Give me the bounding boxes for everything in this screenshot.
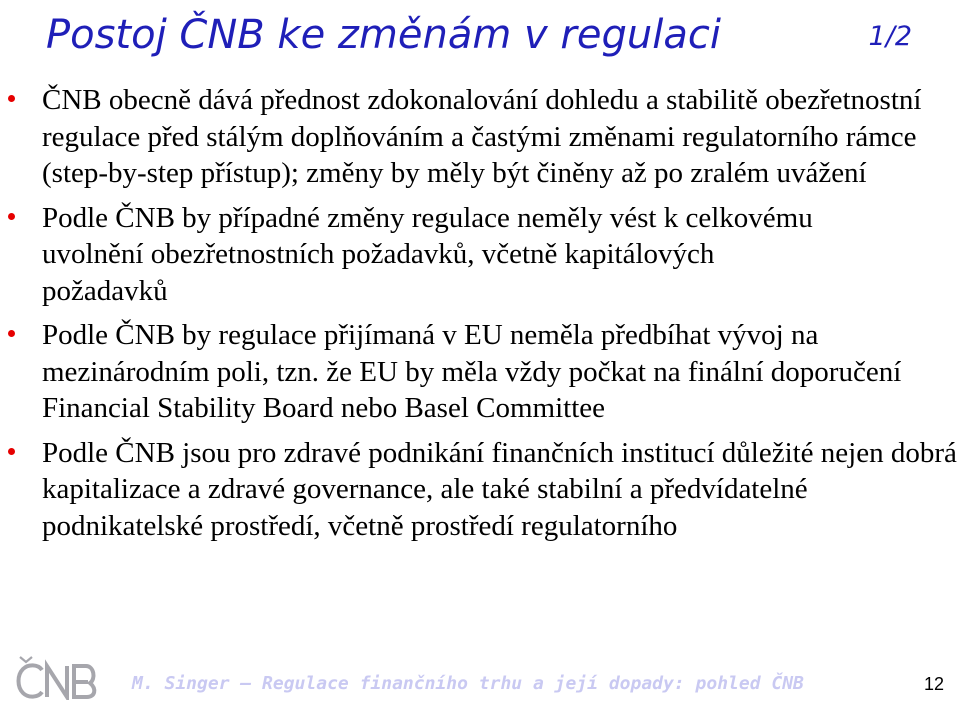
cnb-logo-icon <box>14 654 102 700</box>
slide-footer <box>0 650 960 703</box>
slide-title <box>46 4 946 66</box>
footer-text: M. Singer – Regulace finančního trhu a její dopady: pohled ČNB <box>132 673 804 694</box>
page-number: 12 <box>923 674 944 694</box>
slide-title-text: Postoj ČNB ke změnám v regulaci <box>46 12 721 58</box>
slide-part-indicator: 1/2 <box>868 21 912 52</box>
bullet-item: Podle ČNB by případné změny regulace neměly vést k celkovému uvolnění obezřetnostních požadavků, včetně kapitálových požadavků <box>42 200 842 310</box>
bullet-item: Podle ČNB by regulace přijímaná v EU neměla předbíhat vývoj na mezinárodním poli, tzn. že EU by měla vždy počkat na finální doporučení Financial Stability Board nebo Basel Committee <box>42 317 960 427</box>
bullet-item: Podle ČNB jsou pro zdravé podnikání finančních institucí důležité nejen dobrá kapitalizace a zdravé governance, ale také stabilní a předvídatelné podnikatelské prostředí, včetně prostředí regulatorního <box>42 435 960 545</box>
bullet-item: ČNB obecně dává přednost zdokonalování dohledu a stabilitě obezřetnostní regulace před stálým doplňováním a častými změnami regulatorního rámce (step-by-step přístup); změny by měly být činěny až po zralém uvážení <box>42 82 922 192</box>
bullet-list <box>42 82 957 552</box>
